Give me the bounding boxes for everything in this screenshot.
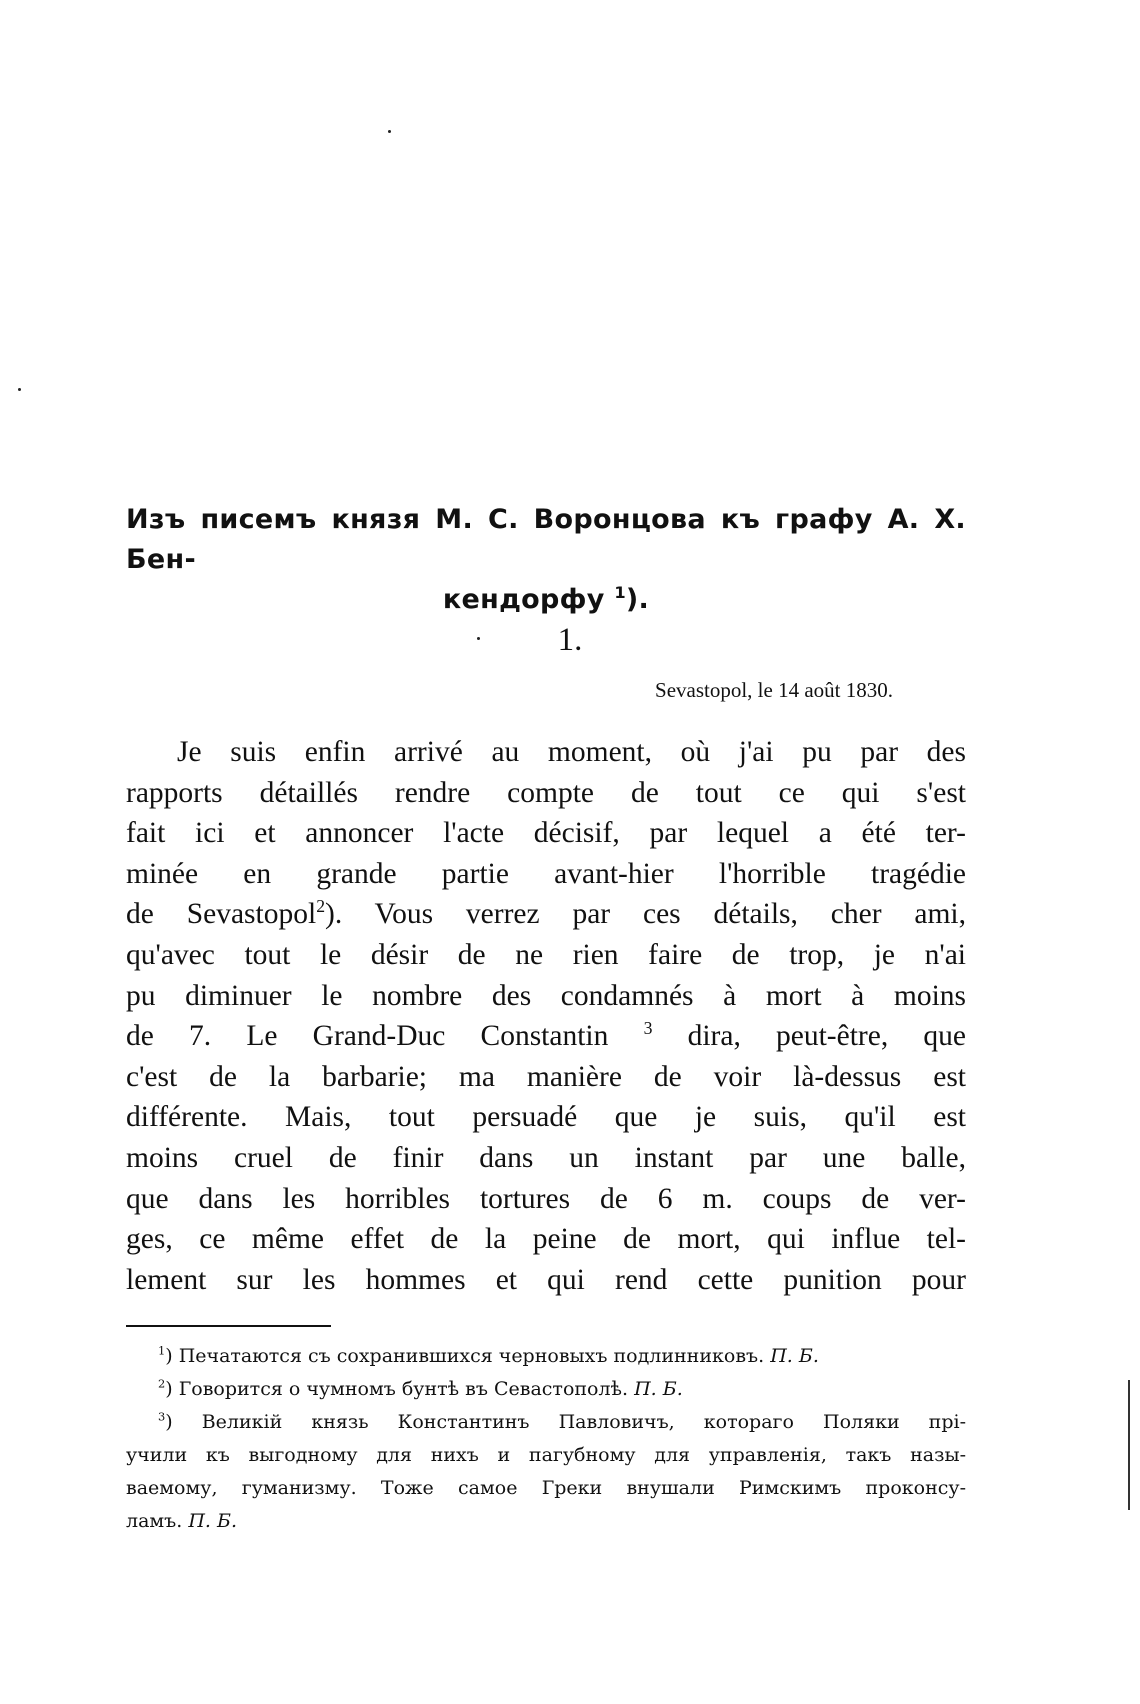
footnote-ref-3: 3 (643, 1018, 653, 1039)
body-line: différente. Mais, tout persuadé que je suis, qu'il est (126, 1101, 966, 1134)
body-line: lement sur les hommes et qui rend cette punition pour (126, 1263, 966, 1296)
footnote-signature: П. Б. (188, 1510, 238, 1532)
body-line: que dans les horribles tortures de 6 m. coups de ver- (126, 1182, 966, 1215)
footnote-mark: 3 (158, 1409, 166, 1424)
body-line: qu'avec tout le désir de ne rien faire de trop, je n'ai (126, 938, 966, 971)
article-heading (126, 500, 966, 620)
body-line (126, 894, 966, 935)
footnote-3-line (126, 1505, 966, 1538)
print-speck (388, 130, 391, 133)
body-line: rapports détaillés rendre compte de tout ce qui s'est (126, 776, 966, 809)
footnote-text: ) Печатаются съ сохранившихся черновыхъ подлинниковъ. (165, 1345, 765, 1367)
footnote-mark: 2 (158, 1376, 166, 1391)
body-line-part: dira, peut-être, que (687, 1020, 966, 1053)
footnote-ref-2: 2 (316, 896, 326, 917)
footnote-ref-1: 1 (614, 583, 626, 602)
footnote-text: ) Говорится о чумномъ бунтѣ въ Севастополѣ. (165, 1378, 629, 1400)
body-line: moins cruel de finir dans un instant par une balle, (126, 1141, 966, 1174)
footnote-1 (126, 1340, 966, 1373)
page-edge-mark (1128, 1380, 1130, 1510)
footnote-text: ) Великій князь Константинъ Павловичъ, котораго Поляки прі- (165, 1411, 966, 1433)
footnote-divider (126, 1325, 331, 1327)
footnote-3-line (126, 1406, 966, 1439)
body-line: minée en grande partie avant-hier l'horrible tragédie (126, 857, 966, 890)
body-line: c'est de la barbarie; ma manière de voir là-dessus est (126, 1060, 966, 1093)
body-line-part: de 7. Le Grand-Duc Constantin (126, 1020, 609, 1053)
body-line-part: ). Vous verrez par ces détails, cher ami, (325, 898, 966, 931)
body-line: ges, ce même effet de la peine de mort, qui influe tel- (126, 1223, 966, 1256)
letter-body (126, 732, 966, 1300)
footnote-mark: 1 (158, 1343, 166, 1358)
body-line-part: de Sevastopol (126, 898, 317, 931)
body-line: fait ici et annoncer l'acte décisif, par lequel a été ter- (126, 817, 966, 850)
heading-line-1: Изъ писемъ князя М. С. Воронцова къ графу А. Х. Бен- (126, 504, 966, 575)
footnote-text: ламъ. (126, 1510, 183, 1532)
footnote-signature: П. Б. (634, 1378, 683, 1400)
heading-line-2-close: ). (625, 584, 650, 615)
footnote-3-line: ваемому, гуманизму. Тоже самое Греки внушали Римскимъ проконсу- (126, 1477, 966, 1499)
body-line (126, 1016, 966, 1057)
dateline: Sevastopol, le 14 août 1830. (655, 678, 893, 702)
letter-number: 1. (557, 622, 583, 658)
print-speck (18, 388, 21, 391)
heading-line-2 (126, 580, 966, 620)
body-line: pu diminuer le nombre des condamnés à mort à moins (126, 979, 966, 1012)
body-line: Je suis enfin arrivé au moment, où j'ai pu par des (177, 736, 966, 768)
heading-line-2-text: кендорфу (442, 584, 605, 615)
footnote-signature: П. Б. (770, 1345, 819, 1367)
footnotes (126, 1340, 966, 1538)
footnote-3-line: учили къ выгодному для нихъ и пагубному для управленія, такъ назы- (126, 1444, 966, 1466)
footnote-2 (126, 1373, 966, 1406)
